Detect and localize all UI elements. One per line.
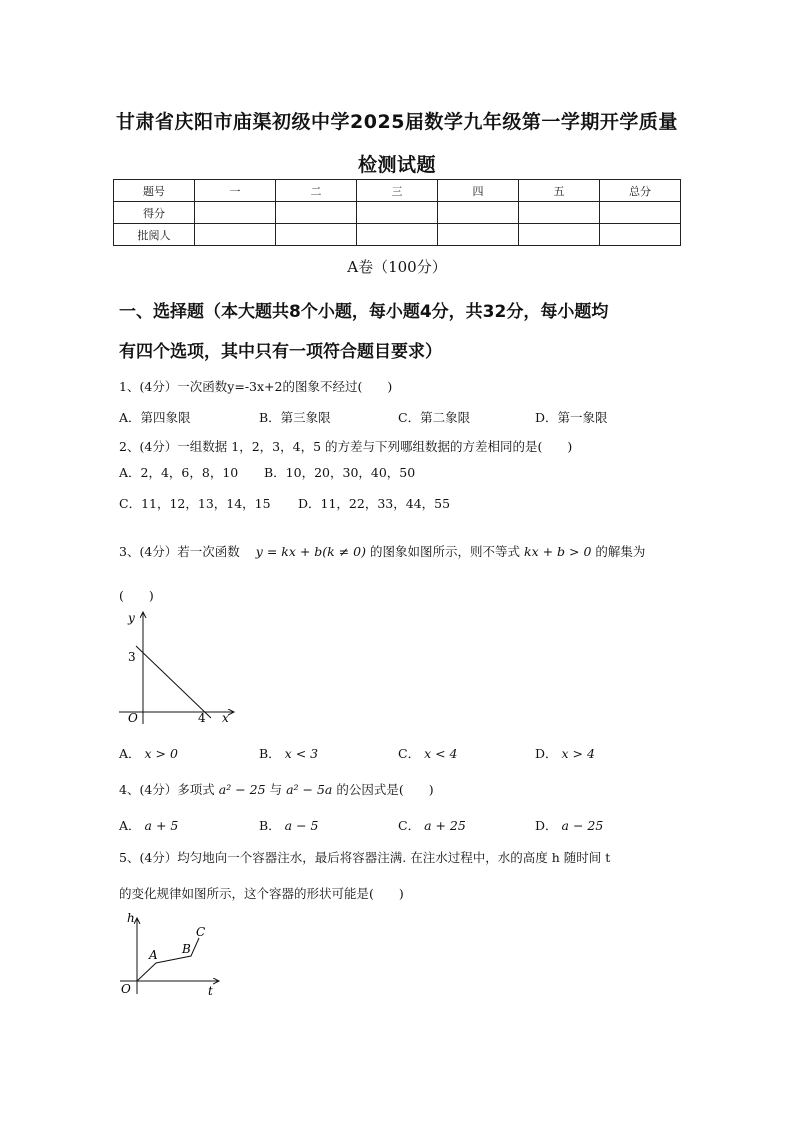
option-expression: a − 5	[284, 818, 319, 833]
question-3-option-c[interactable]	[398, 744, 458, 762]
score-table-cell: 五	[519, 180, 600, 202]
score-table-cell: 题号	[114, 180, 195, 202]
origin-label: O	[128, 711, 138, 725]
question-1-option-d[interactable]: D．第一象限	[535, 410, 608, 425]
score-table-cell: 批阅人	[114, 224, 195, 246]
score-table-row	[114, 224, 681, 246]
question-1-stem: 1、(4分）一次函数y=-3x+2的图象不经过( )	[119, 379, 393, 394]
score-table-cell[interactable]	[519, 202, 600, 224]
question-2-stem: 2、(4分）一组数据 1，2，3，4，5 的方差与下列哪组数据的方差相同的是( )	[119, 439, 573, 454]
option-expression: a + 5	[144, 818, 179, 833]
point-b-label: B	[182, 942, 191, 956]
option-letter: A．	[119, 818, 141, 833]
y-axis-label: y	[128, 611, 135, 625]
question-3-function-formula: y = kx + b(k ≠ 0)	[255, 544, 367, 559]
origin-label: O	[121, 982, 131, 996]
score-table	[113, 179, 681, 246]
question-4-stem-text: 的公因式是( )	[336, 782, 434, 797]
point-a-label: A	[149, 948, 158, 962]
question-3-stem-text: 的图象如图所示，则不等式	[370, 544, 521, 559]
question-3-graph	[116, 606, 246, 728]
option-letter: B．	[259, 746, 281, 761]
question-3-option-a[interactable]	[119, 744, 178, 762]
question-3-stem	[119, 542, 645, 560]
question-4-option-d[interactable]	[535, 816, 603, 834]
score-table-cell: 总分	[600, 180, 681, 202]
question-1-option-c[interactable]: C．第二象限	[398, 410, 471, 425]
score-table-cell[interactable]	[600, 224, 681, 246]
section1-heading-line2: 有四个选项，其中只有一项符合题目要求）	[119, 342, 442, 362]
option-letter: C．	[398, 818, 421, 833]
question-2-option-b[interactable]: B．10，20，30，40，50	[264, 465, 416, 480]
option-letter: D．	[535, 746, 558, 761]
question-1-option-a[interactable]: A．第四象限	[119, 410, 191, 425]
score-table-cell[interactable]	[195, 224, 276, 246]
score-table-cell: 一	[195, 180, 276, 202]
score-table-cell: 得分	[114, 202, 195, 224]
question-3-stem-text: 3、(4分）若一次函数	[119, 544, 240, 559]
score-table-header-row	[114, 180, 681, 202]
option-expression: x < 3	[284, 746, 319, 761]
option-letter: B．	[259, 818, 281, 833]
score-table-cell: 三	[357, 180, 438, 202]
option-expression: a − 25	[561, 818, 604, 833]
question-4-polynomial-2: a² − 5a	[286, 782, 333, 797]
option-expression: x > 4	[561, 746, 595, 761]
question-4-option-b[interactable]	[259, 816, 319, 834]
score-table-cell[interactable]	[276, 224, 357, 246]
question-4-option-a[interactable]	[119, 816, 178, 834]
option-expression: x < 4	[424, 746, 458, 761]
x-intercept-label: 4	[198, 711, 206, 725]
option-letter: D．	[535, 818, 558, 833]
option-letter: A．	[119, 746, 141, 761]
score-table-cell[interactable]	[195, 202, 276, 224]
x-axis-label: x	[222, 711, 229, 725]
question-3-stem-text: 的解集为	[595, 544, 646, 559]
score-table-cell[interactable]	[519, 224, 600, 246]
option-expression: x > 0	[144, 746, 178, 761]
option-expression: a + 25	[424, 818, 466, 833]
question-3-option-d[interactable]	[535, 744, 595, 762]
question-5-stem-line1: 5、(4分）均匀地向一个容器注水，最后将容器注满. 在注水过程中，水的高度 h 随时间 t	[119, 850, 611, 865]
t-axis-label: t	[208, 984, 213, 998]
option-letter: C．	[398, 746, 421, 761]
score-table-cell: 四	[438, 180, 519, 202]
score-table-cell[interactable]	[438, 224, 519, 246]
score-table-cell[interactable]	[438, 202, 519, 224]
question-2-option-c[interactable]: C．11，12，13，14，15	[119, 496, 271, 511]
score-table-row	[114, 202, 681, 224]
question-4-stem-text: 4、(4分）多项式	[119, 782, 215, 797]
score-table-cell[interactable]	[276, 202, 357, 224]
paper-section-heading: A卷（100分）	[347, 258, 447, 276]
question-4-option-c[interactable]	[398, 816, 466, 834]
exam-title-line2: 检测试题	[357, 154, 436, 176]
score-table-cell: 二	[276, 180, 357, 202]
score-table-cell[interactable]	[357, 202, 438, 224]
question-4-stem	[119, 780, 434, 798]
question-5-graph	[116, 908, 228, 1000]
question-2-option-d[interactable]: D．11，22，33，44，55	[298, 496, 451, 511]
function-line	[136, 646, 211, 718]
score-table-cell[interactable]	[600, 202, 681, 224]
question-4-polynomial-1: a² − 25	[218, 782, 266, 797]
question-5-stem-line2: 的变化规律如图所示，这个容器的形状可能是( )	[119, 886, 404, 901]
exam-title-line1: 甘肃省庆阳市庙渠初级中学2025届数学九年级第一学期开学质量	[116, 111, 678, 133]
question-3-answer-paren: ( )	[119, 588, 154, 603]
section1-heading-line1: 一、选择题（本大题共8个小题，每小题4分，共32分，每小题均	[119, 302, 609, 322]
h-axis-label: h	[127, 911, 135, 925]
y-intercept-label: 3	[128, 650, 136, 664]
question-3-inequality: kx + b > 0	[524, 544, 592, 559]
question-3-option-b[interactable]	[259, 744, 318, 762]
question-2-option-a[interactable]: A．2，4，6，8，10	[119, 465, 239, 480]
point-c-label: C	[196, 925, 206, 939]
question-4-stem-text: 与	[269, 782, 283, 797]
question-1-option-b[interactable]: B．第三象限	[259, 410, 331, 425]
score-table-cell[interactable]	[357, 224, 438, 246]
